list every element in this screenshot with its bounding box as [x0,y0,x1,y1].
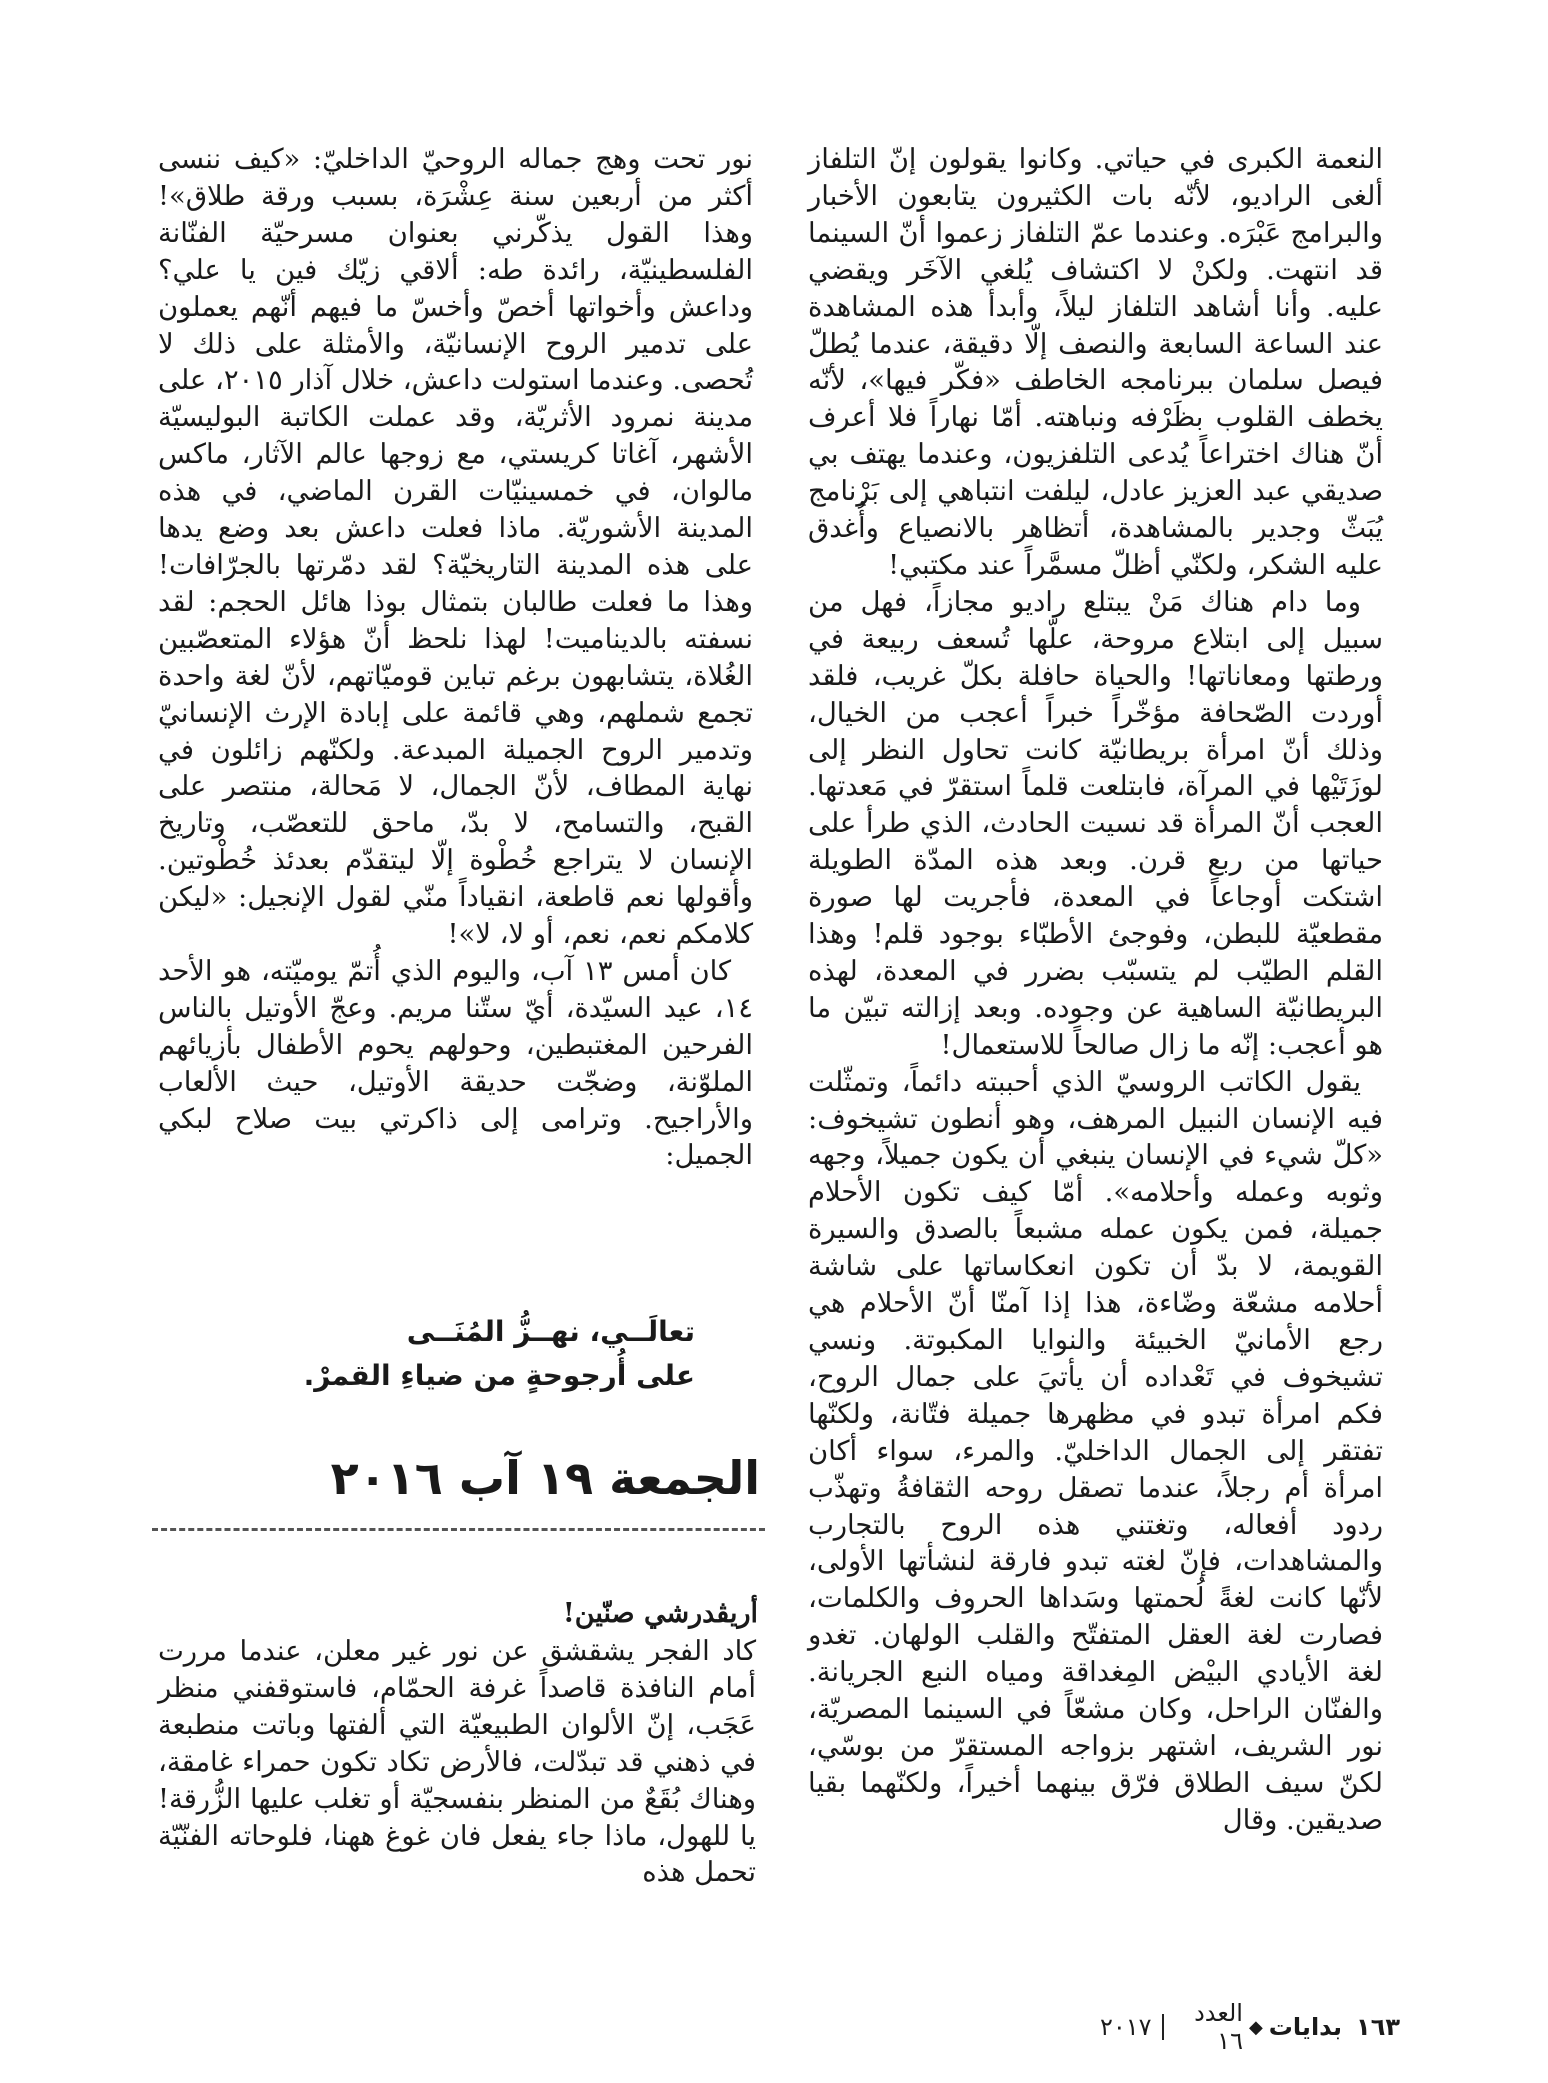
paragraph: نور تحت وهج جماله الروحيّ الداخليّ: «كيف ننسى أكثر من أربعين سنة عِشْرَة، بسبب ورقة طلاق»! وهذا القول يذكّرني بعنوان مسرحيّة الفنّانة الفلسطينيّة، رائدة طه: ألاقي زيّك فين يا علي؟ وداعش وأخواتها أخصّ وأخسّ ما فيهم أنّهم يعملون على تدمير الروح الإنسانيّة، والأمثلة على ذلك لا تُحصى. وعندما استولت داعش، خلال آذار ٢٠١٥، على مدينة نمرود الأثريّة، وقد عملت الكاتبة البوليسيّة الأشهر، آغاتا كريستي، مع زوجها عالم الآثار، ماكس مالوان، في خمسينيّات القرن الماضي، في هذه المدينة الأشوريّة. ماذا فعلت داعش بعد وضع يدها على هذه المدينة التاريخيّة؟ لقد دمّرتها بالجرّافات! وهذا ما فعلت طالبان بتمثال بوذا هائل الحجم: لقد نسفته بالديناميت! لهذا نلحظ أنّ هؤلاء المتعصّبين الغُلاة، يتشابهون برغم تباين قوميّاتهم، لأنّ لغة واحدة تجمع شملهم، وهي قائمة على إبادة الإرث الإنسانيّ وتدمير الروح الجميلة المبدعة. ولكنّهم زائلون في نهاية المطاف، لأنّ الجمال، لا مَحالة، منتصر على القبح، والتسامح، لا بدّ، ماحق للتعصّب، وتاريخ الإنسان لا يتراجع خُطْوة إلّا ليتقدّم بعدئذ خُطْوتين. وأقولها نعم قاطعة، انقياداً منّي لقول الإنجيل: «ليكن كلامكم نعم، نعم، أو لا، لا»! [158,144,753,951]
page-number: ١٦٣ [1356,2013,1400,2041]
left-column-top [158,142,753,1175]
poem-quote [160,1310,725,1398]
paragraph: كان أمس ١٣ آب، واليوم الذي أُتمّ يوميّته، هو الأحد ١٤، عيد السيّدة، أيّ ستّنا مريم. وعجّ الأوتيل بالناس الفرحين المغتبطين، وحولهم يحوم الأطفال بأزيائهم الملوّنة، وضجّت حديقة الأوتيل، حيث الألعاب والأراجيح. وترامى إلى ذاكرتي بيت صلاح لبكي الجميل: [158,955,753,1172]
section-subtitle: أريڤدرشي صنّين! [562,1598,758,1629]
divider [1162,2014,1164,2040]
date-heading: الجمعة ١٩ آب ٢٠١٦ [330,1451,760,1505]
diamond-icon: ◆ [1248,2016,1263,2038]
issue-year: ٢٠١٧ [1100,2013,1152,2041]
paragraph: وما دام هناك مَنْ يبتلع راديو مجازاً، فهل من سبيل إلى ابتلاع مروحة، علّها تُسعف ربيعة في ورطتها ومعاناتها! والحياة حافلة بكلّ غريب، فلقد أوردت الصّحافة مؤخّراً خبراً أعجب من الخيال، وذلك أنّ امرأة بريطانيّة كانت تحاول النظر إلى لوزَتَيْها في المرآة، فابتلعت قلماً استقرّ في مَعدتها. العجب أنّ المرأة قد نسيت الحادث، الذي طرأ على حياتها من ربع قرن. وبعد هذه المدّة الطويلة اشتكت أوجاعاً في المعدة، فأجريت لها صورة مقطعيّة للبطن، وفوجئ الأطبّاء بوجود قلم! وهذا القلم الطيّب لم يتسبّب بضرر في المعدة، لهذه البريطانيّة الساهية عن وجوده. وبعد إزالته تبيّن ما هو أعجب: إنّه ما زال صالحاً للاستعمال! [808,586,1383,1061]
divider [152,1528,765,1531]
right-column [808,142,1383,1840]
paragraph: النعمة الكبرى في حياتي. وكانوا يقولون إنّ التلفاز ألغى الراديو، لأنّه بات الكثيرون يتابعون الأخبار والبرامج عَبْرَه. وعندما عمّ التلفاز زعموا أنّ السينما قد انتهت. ولكنْ لا اكتشاف يُلغي الآخَر ويقضي عليه. وأنا أشاهد التلفاز ليلاً، وأبدأ هذه المشاهدة عند الساعة السابعة والنصف إلّا دقيقة، عندما يُطلّ فيصل سلمان ببرنامجه الخاطف «فكّر فيها»، لأنّه يخطف القلوب بظَرْفه ونباهته. أمّا نهاراً فلا أعرف أنّ هناك اختراعاً يُدعى التلفزيون، وعندما يهتف بي صديقي عبد العزيز عادل، ليلفت انتباهي إلى بَرْنامج يُبَثّ وجدير بالمشاهدة، أتظاهر بالانصياع وأُغدق عليه الشكر، ولكنّي أظلّ مسمَّراً عند مكتبي! [808,144,1383,581]
issue-number: العدد ١٦ [1194,1999,1243,2055]
paragraph: يقول الكاتب الروسيّ الذي أحببته دائماً، وتمثّلت فيه الإنسان النبيل المرهف، وهو أنطون تشيخوف: «كلّ شيء في الإنسان ينبغي أن يكون جميلاً، وجهه وثوبه وعمله وأحلامه». أمّا كيف تكون الأحلام جميلة، فمن يكون عمله مشبعاً بالصدق والسيرة القويمة، لا بدّ أن تكون انعكاساتها على شاشة أحلامه مشعّة وضّاءة، هذا إذا آمنّا أنّ الأحلام هي رجع الأمانيّ الخبيئة والنوايا المكبوتة. ونسي تشيخوف في تَعْداده أن يأتيَ على جمال الروح، فكم امرأة تبدو في مظهرها جميلة فتّانة، ولكنّها تفتقر إلى الجمال الداخليّ. والمرء، سواء أكان امرأة أم رجلاً، عندما تصقل روحه الثقافةُ وتهذّب ردود أفعاله، وتغتني هذه الروح بالتجارب والمشاهدات، فإنّ لغته تبدو فارقة لنشأتها الأولى، لأنّها كانت لغةً لُحمتها وسَداها الحروف والكلمات، فصارت لغة العقل المتفتّح والقلب الولهان. تغدو لغة الأيادي البيْض المِغداقة ومياه النبع الجريانة. والفنّان الراحل، وكان مشعّاً في السينما المصريّة، نور الشريف، اشتهر بزواجه المستقرّ من بوسّي، لكنّ سيف الطلاق فرّق بينهما أخيراً، ولكنّهما بقيا صديقين. وقال [808,1066,1383,1836]
page-footer [1100,1999,1400,2055]
left-column-bottom [158,1634,756,1892]
paragraph: كاد الفجر يشقشق عن نور غير معلن، عندما مررت أمام النافذة قاصداً غرفة الحمّام، فاستوقفني منظر عَجَب، إنّ الألوان الطبيعيّة التي ألفتها وباتت منطبعة في ذهني قد تبدّلت، فالأرض تكاد تكون حمراء غامقة، وهناك بُقَعٌ من المنظر بنفسجيّة أو تغلب عليها الزُّرقة! يا للهول، ماذا جاء يفعل فان غوغ ههنا، فلوحاته الفنّيّة تحمل هذه [158,1636,756,1889]
poem-line-2: على أُرجوحةٍ من ضياءِ القمرْ. [303,1359,695,1392]
magazine-name: بدايات [1268,2013,1343,2041]
poem-line-1: تعالَــي، نهــزُّ المُنَــى [406,1315,695,1348]
